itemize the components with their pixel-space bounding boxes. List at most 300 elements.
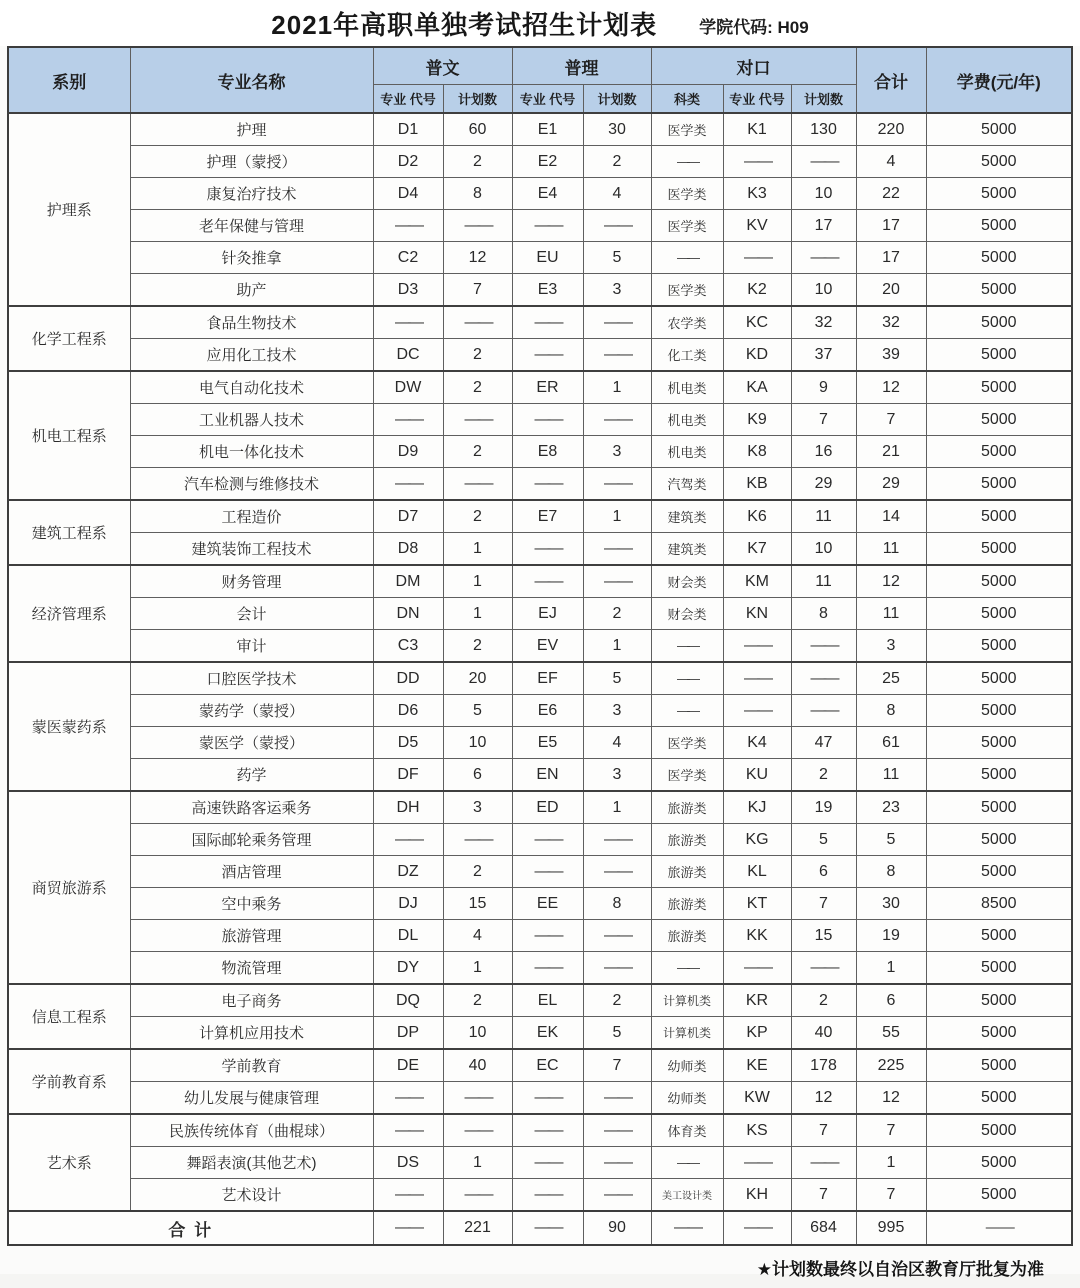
header-group-duikou: 对口 [651,47,856,85]
dk-code-cell: K2 [723,274,791,307]
dk-code-cell: KV [723,210,791,242]
major-cell: 学前教育 [130,1049,373,1082]
dk-plan-cell: 7 [791,404,856,436]
dk-code-cell: KU [723,759,791,792]
pw-code-cell: —— [373,1114,443,1147]
dk-plan-cell: —— [791,695,856,727]
pw-plan-cell: 1 [443,952,512,985]
cat-cell: 机电类 [651,436,723,468]
cat-cell: 农学类 [651,306,723,339]
tuition-cell: 5000 [926,306,1072,339]
major-cell: 应用化工技术 [130,339,373,372]
table-row [8,759,1072,792]
tuition-cell: 5000 [926,210,1072,242]
pl-plan-cell: 5 [583,1017,651,1050]
table-row [8,404,1072,436]
table-row [8,984,1072,1017]
pw-plan-cell: 2 [443,371,512,404]
pl-plan-cell: —— [583,1179,651,1212]
pw-code-cell: DN [373,598,443,630]
total-cell: 39 [856,339,926,372]
tuition-cell: 5000 [926,533,1072,566]
dk-code-cell: —— [723,630,791,663]
total-cell: 61 [856,727,926,759]
total-value-cell: 995 [856,1211,926,1245]
total-cell: 6 [856,984,926,1017]
tuition-cell: 5000 [926,952,1072,985]
cat-cell: 财会类 [651,565,723,598]
pw-plan-cell: 2 [443,630,512,663]
pw-code-cell: —— [373,468,443,501]
pw-plan-cell: —— [443,1179,512,1212]
pl-code-cell: ER [512,371,583,404]
header-puli-major-code: 专业 代号 [512,85,583,114]
pl-plan-cell: 1 [583,630,651,663]
tuition-cell: 5000 [926,759,1072,792]
pw-code-cell: DD [373,662,443,695]
pw-code-cell: —— [373,404,443,436]
tuition-cell: 5000 [926,727,1072,759]
department-cell: 信息工程系 [8,984,130,1049]
total-cell: 12 [856,565,926,598]
dk-plan-cell: 2 [791,759,856,792]
pw-code-cell: —— [373,1179,443,1212]
table-header [8,47,1072,113]
pl-code-cell: E3 [512,274,583,307]
pl-plan-cell: —— [583,952,651,985]
pl-plan-cell: —— [583,339,651,372]
total-cell: 4 [856,146,926,178]
major-cell: 空中乘务 [130,888,373,920]
tuition-cell: 5000 [926,824,1072,856]
pl-plan-cell: —— [583,824,651,856]
dk-plan-cell: —— [791,952,856,985]
major-cell: 机电一体化技术 [130,436,373,468]
major-cell: 食品生物技术 [130,306,373,339]
table-row [8,952,1072,985]
department-cell: 经济管理系 [8,565,130,662]
total-cell: 225 [856,1049,926,1082]
cat-cell: 医学类 [651,727,723,759]
table-row [8,598,1072,630]
pl-code-cell: —— [512,920,583,952]
dk-plan-cell: 9 [791,371,856,404]
dk-code-cell: KR [723,984,791,1017]
dk-plan-cell: 37 [791,339,856,372]
pl-code-cell: —— [512,824,583,856]
header-duikou-major-code: 专业 代号 [723,85,791,114]
table-row [8,662,1072,695]
total-cell: 20 [856,274,926,307]
dk-plan-cell: 7 [791,1114,856,1147]
header-puwen-plan-count: 计划数 [443,85,512,114]
tuition-cell: 5000 [926,339,1072,372]
dk-code-cell: KP [723,1017,791,1050]
tuition-cell: 5000 [926,662,1072,695]
cat-cell: 医学类 [651,113,723,146]
total-cell: 19 [856,920,926,952]
pl-code-cell: —— [512,1147,583,1179]
cat-cell: 财会类 [651,598,723,630]
pl-code-cell: E5 [512,727,583,759]
table-row [8,500,1072,533]
dk-code-cell: KJ [723,791,791,824]
dk-plan-cell: 32 [791,306,856,339]
pl-code-cell: —— [512,952,583,985]
dk-plan-cell: —— [791,242,856,274]
pl-plan-cell: 4 [583,727,651,759]
pw-plan-cell: 2 [443,500,512,533]
pw-plan-cell: 7 [443,274,512,307]
cat-cell: 医学类 [651,178,723,210]
dk-code-cell: KC [723,306,791,339]
dk-code-cell: K9 [723,404,791,436]
major-cell: 幼儿发展与健康管理 [130,1082,373,1115]
cat-cell: 旅游类 [651,791,723,824]
major-cell: 会计 [130,598,373,630]
pw-code-cell: D2 [373,146,443,178]
pw-code-cell: DF [373,759,443,792]
header-tuition: 学费(元/年) [926,47,1072,113]
cat-cell: 机电类 [651,371,723,404]
major-cell: 电气自动化技术 [130,371,373,404]
pl-plan-cell: 4 [583,178,651,210]
cat-cell: 医学类 [651,274,723,307]
total-cell: 32 [856,306,926,339]
tuition-cell: 5000 [926,500,1072,533]
total-cell: 21 [856,436,926,468]
total-cell: 11 [856,533,926,566]
tuition-cell: 5000 [926,565,1072,598]
pl-plan-cell: —— [583,210,651,242]
tuition-cell: 5000 [926,1017,1072,1050]
dk-plan-cell: 19 [791,791,856,824]
cat-cell: 化工类 [651,339,723,372]
table-row [8,630,1072,663]
page-title: 2021年高职单独考试招生计划表 [271,9,658,40]
total-cell: 8 [856,856,926,888]
major-cell: 物流管理 [130,952,373,985]
cat-cell: 建筑类 [651,500,723,533]
pw-plan-cell: —— [443,210,512,242]
header-department: 系别 [8,47,130,113]
table-row [8,436,1072,468]
dk-plan-cell: —— [791,146,856,178]
cat-cell: 幼师类 [651,1082,723,1115]
dk-plan-cell: 178 [791,1049,856,1082]
pl-code-cell: EL [512,984,583,1017]
table-row [8,920,1072,952]
pl-code-cell: EE [512,888,583,920]
pw-code-cell: DP [373,1017,443,1050]
table-row [8,856,1072,888]
pl-plan-cell: 30 [583,113,651,146]
total-cell: 55 [856,1017,926,1050]
pl-plan-cell: 3 [583,695,651,727]
total-cell: 17 [856,242,926,274]
tuition-cell: 5000 [926,1114,1072,1147]
pw-plan-cell: —— [443,1082,512,1115]
table-row [8,1017,1072,1050]
table-row [8,274,1072,307]
major-cell: 高速铁路客运乘务 [130,791,373,824]
department-cell: 商贸旅游系 [8,791,130,984]
dk-code-cell: —— [723,1147,791,1179]
cat-cell: 体育类 [651,1114,723,1147]
total-cell: 12 [856,1082,926,1115]
pw-plan-cell: —— [443,824,512,856]
tuition-cell: 5000 [926,856,1072,888]
dk-code-cell: KG [723,824,791,856]
tuition-cell: 5000 [926,404,1072,436]
tuition-cell: 5000 [926,113,1072,146]
dk-plan-cell: 10 [791,533,856,566]
cat-cell: 幼师类 [651,1049,723,1082]
department-cell: 艺术系 [8,1114,130,1211]
pw-code-cell: DL [373,920,443,952]
pl-code-cell: EK [512,1017,583,1050]
pw-plan-cell: 4 [443,920,512,952]
tuition-cell: 5000 [926,1147,1072,1179]
major-cell: 财务管理 [130,565,373,598]
pl-code-cell: E1 [512,113,583,146]
pl-code-cell: —— [512,404,583,436]
pw-code-cell: DZ [373,856,443,888]
tuition-cell: 5000 [926,695,1072,727]
tuition-cell: 5000 [926,146,1072,178]
table-row [8,727,1072,759]
footnote: ★计划数最终以自治区教育厅批复为准 [756,1259,1044,1279]
dk-code-cell: KE [723,1049,791,1082]
pl-plan-cell: 5 [583,242,651,274]
pw-code-cell: D8 [373,533,443,566]
cat-cell: 计算机类 [651,1017,723,1050]
cat-cell: 美工设计类 [651,1179,723,1212]
total-cell: 220 [856,113,926,146]
pw-plan-cell: 20 [443,662,512,695]
department-cell: 学前教育系 [8,1049,130,1114]
table-row [8,1147,1072,1179]
major-cell: 针灸推拿 [130,242,373,274]
pw-plan-cell: 2 [443,984,512,1017]
footer-bar [8,1246,1072,1288]
pw-plan-cell: —— [443,306,512,339]
dk-plan-cell: 40 [791,1017,856,1050]
cat-cell: 汽驾类 [651,468,723,501]
pl-plan-cell: 3 [583,436,651,468]
cat-cell: 建筑类 [651,533,723,566]
cat-cell: 医学类 [651,210,723,242]
pw-code-cell: D5 [373,727,443,759]
pl-plan-cell: —— [583,468,651,501]
table-row [8,1179,1072,1212]
pl-code-cell: E2 [512,146,583,178]
major-cell: 民族传统体育（曲棍球） [130,1114,373,1147]
pw-code-cell: DH [373,791,443,824]
table-row [8,146,1072,178]
dk-code-cell: K8 [723,436,791,468]
pl-code-cell: ED [512,791,583,824]
cat-cell: —— [651,662,723,695]
pw-plan-cell: 2 [443,436,512,468]
total-cell: 23 [856,791,926,824]
header-duikou-category: 科类 [651,85,723,114]
dk-code-cell: KW [723,1082,791,1115]
table-row [8,306,1072,339]
pl-plan-cell: 1 [583,371,651,404]
dk-plan-cell: —— [791,1147,856,1179]
dk-code-cell: KL [723,856,791,888]
pw-plan-cell: 2 [443,856,512,888]
pl-code-cell: E6 [512,695,583,727]
pl-plan-cell: —— [583,404,651,436]
major-cell: 电子商务 [130,984,373,1017]
pl-plan-cell: 7 [583,1049,651,1082]
dk-code-cell: KN [723,598,791,630]
table-row [8,210,1072,242]
pl-code-cell: EC [512,1049,583,1082]
cat-cell: —— [651,242,723,274]
total-row [8,1211,1072,1245]
dk-code-cell: —— [723,695,791,727]
major-cell: 蒙医学（蒙授） [130,727,373,759]
cat-cell: —— [651,1147,723,1179]
total-value-cell: 221 [443,1211,512,1245]
dk-code-cell: —— [723,662,791,695]
department-cell: 护理系 [8,113,130,306]
pl-plan-cell: 5 [583,662,651,695]
pl-plan-cell: —— [583,856,651,888]
pl-plan-cell: 1 [583,500,651,533]
pw-plan-cell: 1 [443,533,512,566]
pl-plan-cell: —— [583,533,651,566]
department-cell: 机电工程系 [8,371,130,500]
tuition-cell: 5000 [926,791,1072,824]
total-value-cell: —— [512,1211,583,1245]
total-cell: 11 [856,598,926,630]
cat-cell: 旅游类 [651,920,723,952]
major-cell: 口腔医学技术 [130,662,373,695]
pw-code-cell: D4 [373,178,443,210]
pl-plan-cell: —— [583,1082,651,1115]
pl-code-cell: —— [512,1179,583,1212]
header-group-puwen: 普文 [373,47,512,85]
pw-plan-cell: —— [443,1114,512,1147]
pl-plan-cell: 2 [583,146,651,178]
header-puwen-major-code: 专业 代号 [373,85,443,114]
total-cell: 11 [856,759,926,792]
pw-plan-cell: 2 [443,339,512,372]
total-value-cell: —— [926,1211,1072,1245]
table-row [8,1114,1072,1147]
pw-plan-cell: 2 [443,146,512,178]
pl-plan-cell: —— [583,306,651,339]
dk-code-cell: KT [723,888,791,920]
total-cell: 17 [856,210,926,242]
dk-plan-cell: 11 [791,565,856,598]
pl-plan-cell: —— [583,1147,651,1179]
pw-code-cell: D7 [373,500,443,533]
dk-code-cell: KB [723,468,791,501]
total-cell: 14 [856,500,926,533]
cat-cell: 旅游类 [651,856,723,888]
total-cell: 30 [856,888,926,920]
pw-plan-cell: 12 [443,242,512,274]
cat-cell: —— [651,952,723,985]
pw-code-cell: D6 [373,695,443,727]
tuition-cell: 5000 [926,1082,1072,1115]
header-major-name: 专业名称 [130,47,373,113]
major-cell: 汽车检测与维修技术 [130,468,373,501]
table-row [8,371,1072,404]
total-cell: 1 [856,952,926,985]
total-value-cell: —— [723,1211,791,1245]
total-cell: 29 [856,468,926,501]
major-cell: 护理 [130,113,373,146]
total-cell: 12 [856,371,926,404]
dk-code-cell: KK [723,920,791,952]
table-body [8,113,1072,1245]
pw-plan-cell: 8 [443,178,512,210]
dk-plan-cell: 130 [791,113,856,146]
dk-plan-cell: 10 [791,274,856,307]
department-cell: 建筑工程系 [8,500,130,565]
pl-code-cell: EN [512,759,583,792]
major-cell: 蒙药学（蒙授） [130,695,373,727]
pw-plan-cell: 3 [443,791,512,824]
major-cell: 助产 [130,274,373,307]
major-cell: 康复治疗技术 [130,178,373,210]
pl-code-cell: —— [512,1114,583,1147]
dk-plan-cell: 15 [791,920,856,952]
dk-code-cell: —— [723,952,791,985]
major-cell: 舞蹈表演(其他艺术) [130,1147,373,1179]
header-group-puli: 普理 [512,47,651,85]
pw-plan-cell: 5 [443,695,512,727]
major-cell: 旅游管理 [130,920,373,952]
dk-plan-cell: —— [791,630,856,663]
college-code: 学院代码: H09 [699,17,809,37]
pw-plan-cell: 40 [443,1049,512,1082]
pw-code-cell: DE [373,1049,443,1082]
pl-code-cell: —— [512,533,583,566]
pw-code-cell: DM [373,565,443,598]
dk-code-cell: KD [723,339,791,372]
cat-cell: 旅游类 [651,888,723,920]
total-cell: 22 [856,178,926,210]
tuition-cell: 5000 [926,242,1072,274]
tuition-cell: 5000 [926,436,1072,468]
pw-plan-cell: 1 [443,598,512,630]
table-row [8,695,1072,727]
cat-cell: 旅游类 [651,824,723,856]
tuition-cell: 5000 [926,274,1072,307]
pl-plan-cell: 3 [583,274,651,307]
pl-code-cell: —— [512,565,583,598]
pl-plan-cell: —— [583,920,651,952]
dk-plan-cell: 6 [791,856,856,888]
pl-plan-cell: 2 [583,984,651,1017]
total-value-cell: —— [373,1211,443,1245]
pw-plan-cell: —— [443,468,512,501]
pl-plan-cell: —— [583,1114,651,1147]
total-cell: 7 [856,404,926,436]
table-row [8,113,1072,146]
table-row [8,888,1072,920]
dk-code-cell: KA [723,371,791,404]
pl-code-cell: EJ [512,598,583,630]
dk-plan-cell: 11 [791,500,856,533]
